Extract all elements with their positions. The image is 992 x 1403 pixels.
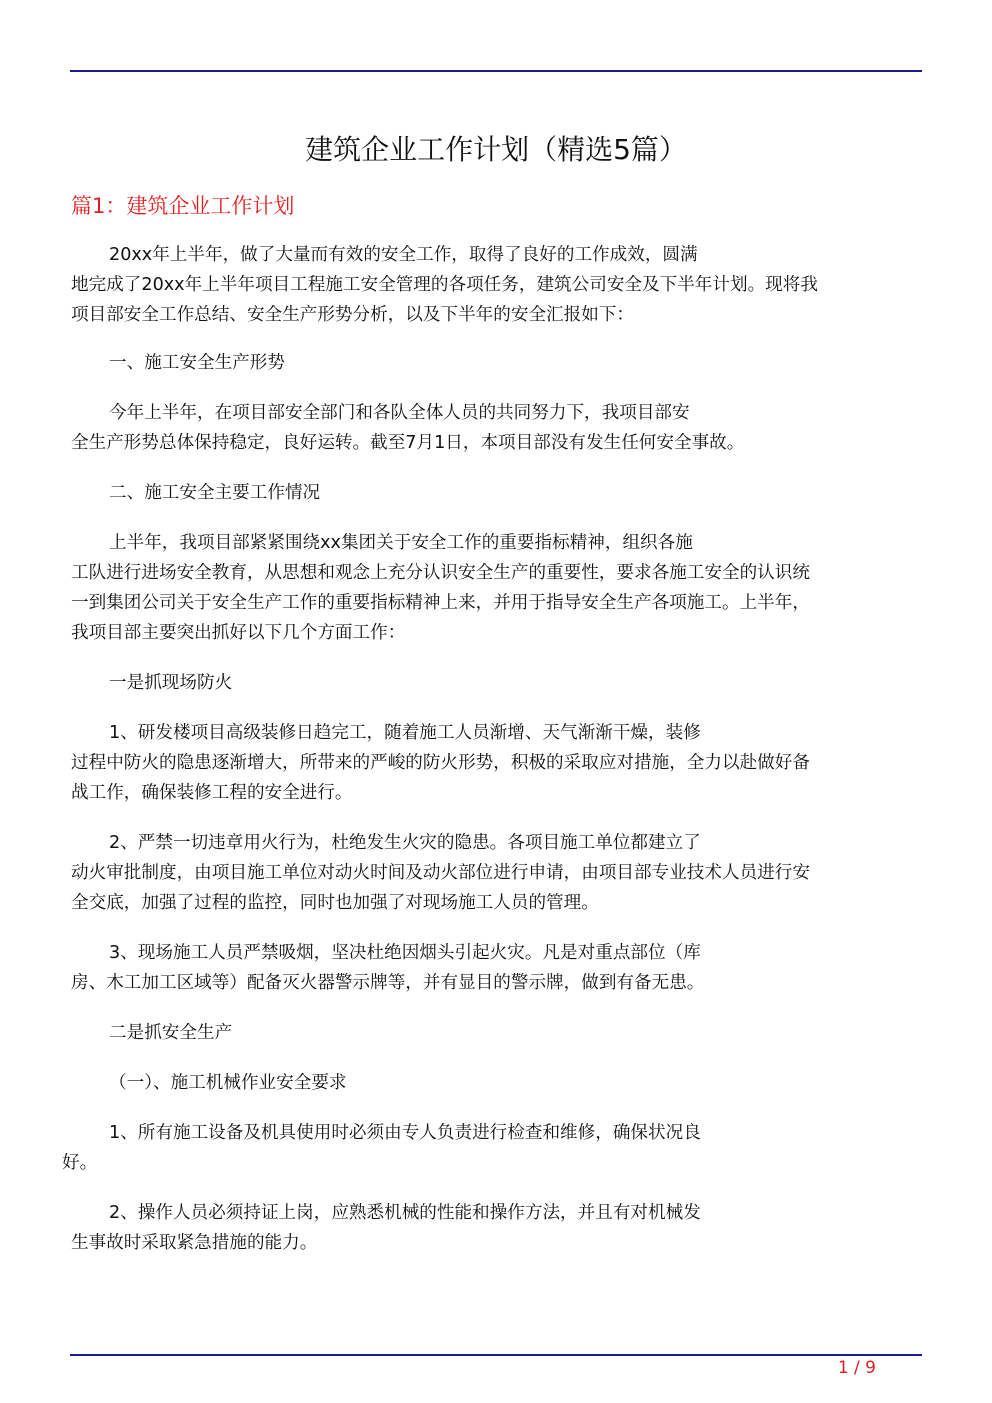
paragraph-item-3 xyxy=(71,938,923,998)
heading-main-work xyxy=(71,478,923,508)
paragraph-machinery-2 xyxy=(71,1198,923,1258)
paragraph-item-2 xyxy=(71,828,923,918)
heading-fire-prevention xyxy=(71,668,923,698)
text-line: 2、严禁一切违章用火行为，杜绝发生火灾的隐患。各项目施工单位都建立了 xyxy=(109,833,701,853)
text-line: 全生产形势总体保持稳定，良好运转。截至7月1日，本项目部没有发生任何安全事故。 xyxy=(71,433,745,453)
text-line: 项目部安全工作总结、安全生产形势分析，以及下半年的安全汇报如下： xyxy=(71,305,635,325)
heading-machinery xyxy=(71,1068,923,1098)
text-line: 战工作，确保装修工程的安全进行。 xyxy=(71,783,353,803)
page-number: 1 / 9 xyxy=(837,1358,876,1378)
text-line: 上半年，我项目部紧紧围绕xx集团关于安全工作的重要指标精神，组织各施 xyxy=(109,533,693,553)
text-line: 过程中防火的隐患逐渐增大，所带来的严峻的防火形势，积极的采取应对措施，全力以赴做好备 xyxy=(71,753,810,773)
header-rule xyxy=(70,70,922,72)
text-line: 生事故时采取紧急措施的能力。 xyxy=(71,1233,318,1253)
text-line: （一）、施工机械作业安全要求 xyxy=(109,1073,347,1093)
text-line: 今年上半年，在项目部安全部门和各队全体人员的共同努力下，我项目部安 xyxy=(109,403,690,423)
text-line: 地完成了20xx年上半年项目工程施工安全管理的各项任务，建筑公司安全及下半年计划。现将我 xyxy=(71,275,818,295)
text-line: 2、操作人员必须持证上岗，应熟悉机械的性能和操作方法，并且有对机械发 xyxy=(109,1203,701,1223)
heading-safety-situation xyxy=(71,348,923,378)
text-line: 1、研发楼项目高级装修日趋完工，随着施工人员渐增、天气渐渐干燥，装修 xyxy=(109,723,701,743)
text-line: 全交底，加强了过程的监控，同时也加强了对现场施工人员的管理。 xyxy=(71,893,599,913)
paragraph-safety-situation xyxy=(71,398,923,458)
section-heading: 篇1：建筑企业工作计划 xyxy=(71,194,295,218)
text-line: 1、所有施工设备及机具使用时必须由专人负责进行检查和维修，确保状况良 xyxy=(109,1123,701,1143)
text-line: 二是抓安全生产 xyxy=(109,1023,233,1043)
text-line: 一到集团公司关于安全生产工作的重要指标精神上来，并用于指导安全生产各项施工。上半年， xyxy=(71,593,810,613)
text-line: 好。 xyxy=(62,1153,98,1173)
text-line: 房、木工加工区域等）配备灭火器警示牌等，并有显目的警示牌，做到有备无患。 xyxy=(71,973,705,993)
text-line: 动火审批制度，由项目施工单位对动火时间及动火部位进行申请，由项目部专业技术人员进行安 xyxy=(71,863,810,883)
text-line: 一、施工安全生产形势 xyxy=(109,353,285,373)
heading-safe-production xyxy=(71,1018,923,1048)
paragraph-item-1 xyxy=(71,718,923,808)
text-line: 工队进行进场安全教育，从思想和观念上充分认识安全生产的重要性，要求各施工安全的认识统 xyxy=(71,563,810,583)
text-line: 20xx年上半年，做了大量而有效的安全工作，取得了良好的工作成效，圆满 xyxy=(109,245,698,265)
text-line: 二、施工安全主要工作情况 xyxy=(109,483,321,503)
page-title: 建筑企业工作计划（精选5篇） xyxy=(305,133,687,166)
text-line: 3、现场施工人员严禁吸烟，坚决杜绝因烟头引起火灾。凡是对重点部位（库 xyxy=(109,943,701,963)
footer-rule xyxy=(70,1354,922,1356)
text-line: 我项目部主要突出抓好以下几个方面工作： xyxy=(71,623,406,643)
text-line: 一是抓现场防火 xyxy=(109,673,233,693)
paragraph-intro xyxy=(71,240,923,330)
paragraph-main-work xyxy=(71,528,923,648)
paragraph-machinery-1 xyxy=(62,1118,923,1178)
